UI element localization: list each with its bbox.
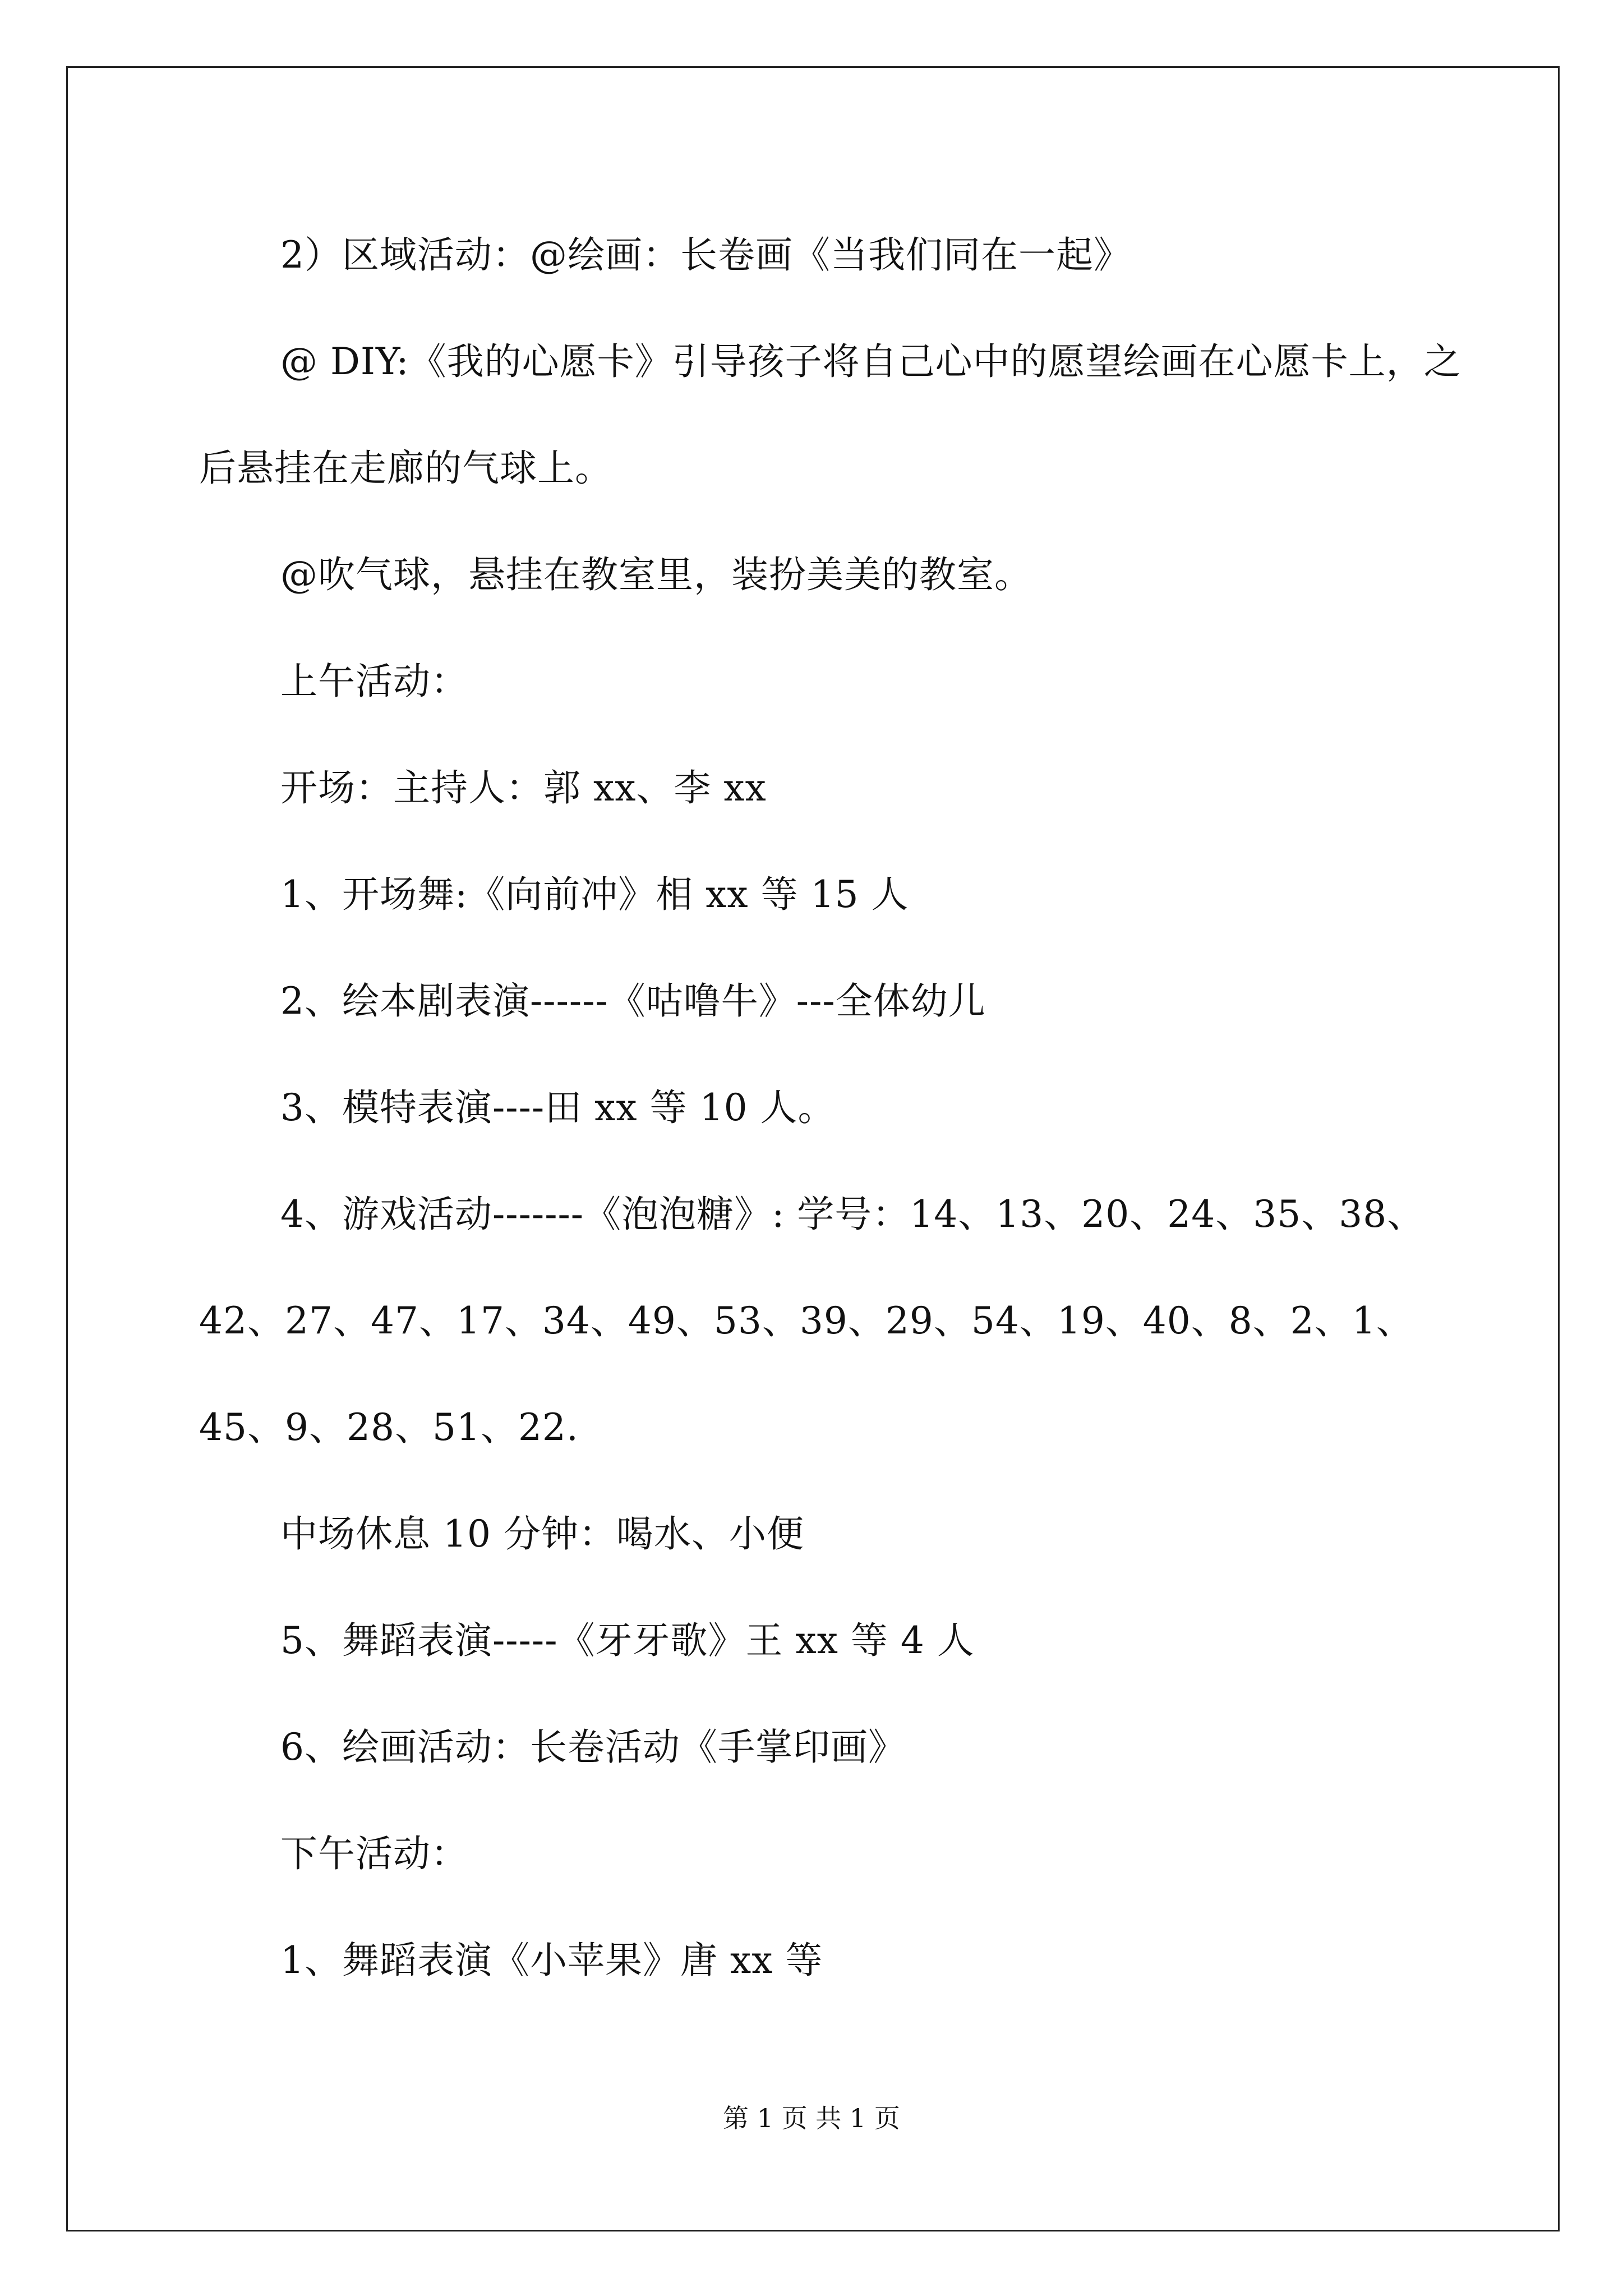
paragraph-1: 2）区域活动：@绘画：长卷画《当我们同在一起》: [280, 233, 1131, 277]
paragraph-9: 4、游戏活动-------《泡泡糖》: 学号：14、13、20、24、35、38、42、27、47、17、34、49、53、39、29、54、19、40、8、2、1、45、9、28、51、22.: [199, 1193, 1425, 1449]
paragraph-5: 开场：主持人：郭 xx、李 xx: [280, 766, 767, 809]
paragraph-7: 2、绘本剧表演------《咕噜牛》---全体幼儿: [280, 979, 986, 1023]
paragraph-12: 6、绘画活动：长卷活动《手掌印画》: [280, 1726, 906, 1769]
paragraph-10: 中场休息 10 分钟：喝水、小便: [280, 1512, 804, 1556]
paragraph-2: @ DIY:《我的心愿卡》引导孩子将自己心中的愿望绘画在心愿卡上，之后悬挂在走廊的气球上。: [199, 340, 1461, 490]
paragraph-14: 1、舞蹈表演《小苹果》唐 xx 等: [280, 1939, 823, 1982]
paragraph-13: 下午活动：: [280, 1832, 468, 1875]
paragraph-4: 上午活动：: [280, 660, 468, 703]
paragraph-6: 1、开场舞:《向前冲》相 xx 等 15 人: [280, 873, 909, 916]
page-footer: 第 1 页 共 1 页: [723, 2103, 900, 2133]
document-body: [199, 202, 1464, 2014]
paragraph-3: @吹气球，悬挂在教室里，装扮美美的教室。: [280, 553, 1032, 596]
paragraph-11: 5、舞蹈表演-----《牙牙歌》王 xx 等 4 人: [280, 1619, 975, 1662]
paragraph-8: 3、模特表演----田 xx 等 10 人。: [280, 1086, 836, 1129]
